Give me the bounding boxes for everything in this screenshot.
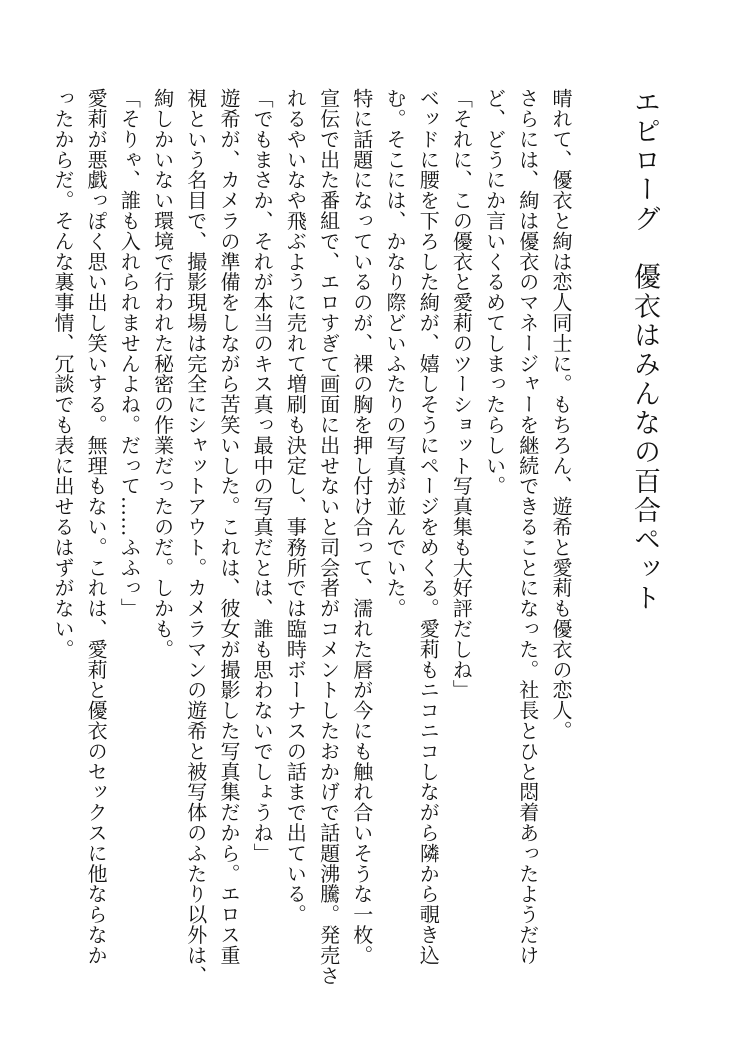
- body-line: 絢しかいない環境で行われた秘密の作業だったのだ。しかも。: [150, 88, 175, 660]
- body-line: れるやいなや飛ぶように売れて増刷も決定し、事務所では臨時ボーナスの話まで出ている。: [283, 88, 308, 925]
- body-line: ど、どうにか言いくるめてしまったらしい。: [482, 88, 507, 496]
- body-line: 愛莉が悪戯っぽく思い出し笑いする。無理もない。これは、愛莉と優衣のセックスに他ならなか: [84, 88, 109, 966]
- body-line: 視という名目で、撮影現場は完全にシャットアウト。カメラマンの遊希と被写体のふたり以外は、: [183, 88, 208, 986]
- body-line: 宣伝で出た番組で、エロすぎて画面に出せないと司会者がコメントしたおかげで話題沸騰。発売さ: [316, 88, 341, 986]
- chapter-title: エピローグ 優衣はみんなの百合ペット: [629, 88, 660, 613]
- body-line: 「そりゃ、誰も入れられませんよね。だって……ふふっ」: [117, 88, 142, 619]
- body-line: 遊希が、カメラの準備をしながら苦笑いした。これは、彼女が撮影した写真集だから。エロス重: [216, 88, 241, 966]
- body-line: 「でもまさか、それが本当のキス真っ最中の写真だとは、誰も思わないでしょうね」: [250, 88, 275, 864]
- body-line: む。そこには、かなり際どいふたりの写真が並んでいた。: [382, 88, 407, 619]
- body-line: 晴れて、優衣と絢は恋人同士に。もちろん、遊希と愛莉も優衣の恋人。: [549, 88, 573, 741]
- vertical-text-block: [46, 88, 660, 986]
- body-line: ったからだ。そんな裏事情、冗談でも表に出せるはずがない。: [50, 88, 75, 660]
- body-line: 「それに、この優衣と愛莉のツーショット写真集も大好評だしね」: [449, 88, 474, 700]
- body-line: さらには、絢は優衣のマネージャーを継続できることになった。社長とひと悶着あったようだけ: [515, 88, 540, 966]
- body-line: 特に話題になっているのが、裸の胸を押し付け合って、濡れた唇が今にも触れ合いそうな一枚。: [349, 88, 374, 966]
- body-line: ベッドに腰を下ろした絢が、嬉しそうにページをめくる。愛莉もニコニコしながら隣から覗き込: [416, 88, 441, 966]
